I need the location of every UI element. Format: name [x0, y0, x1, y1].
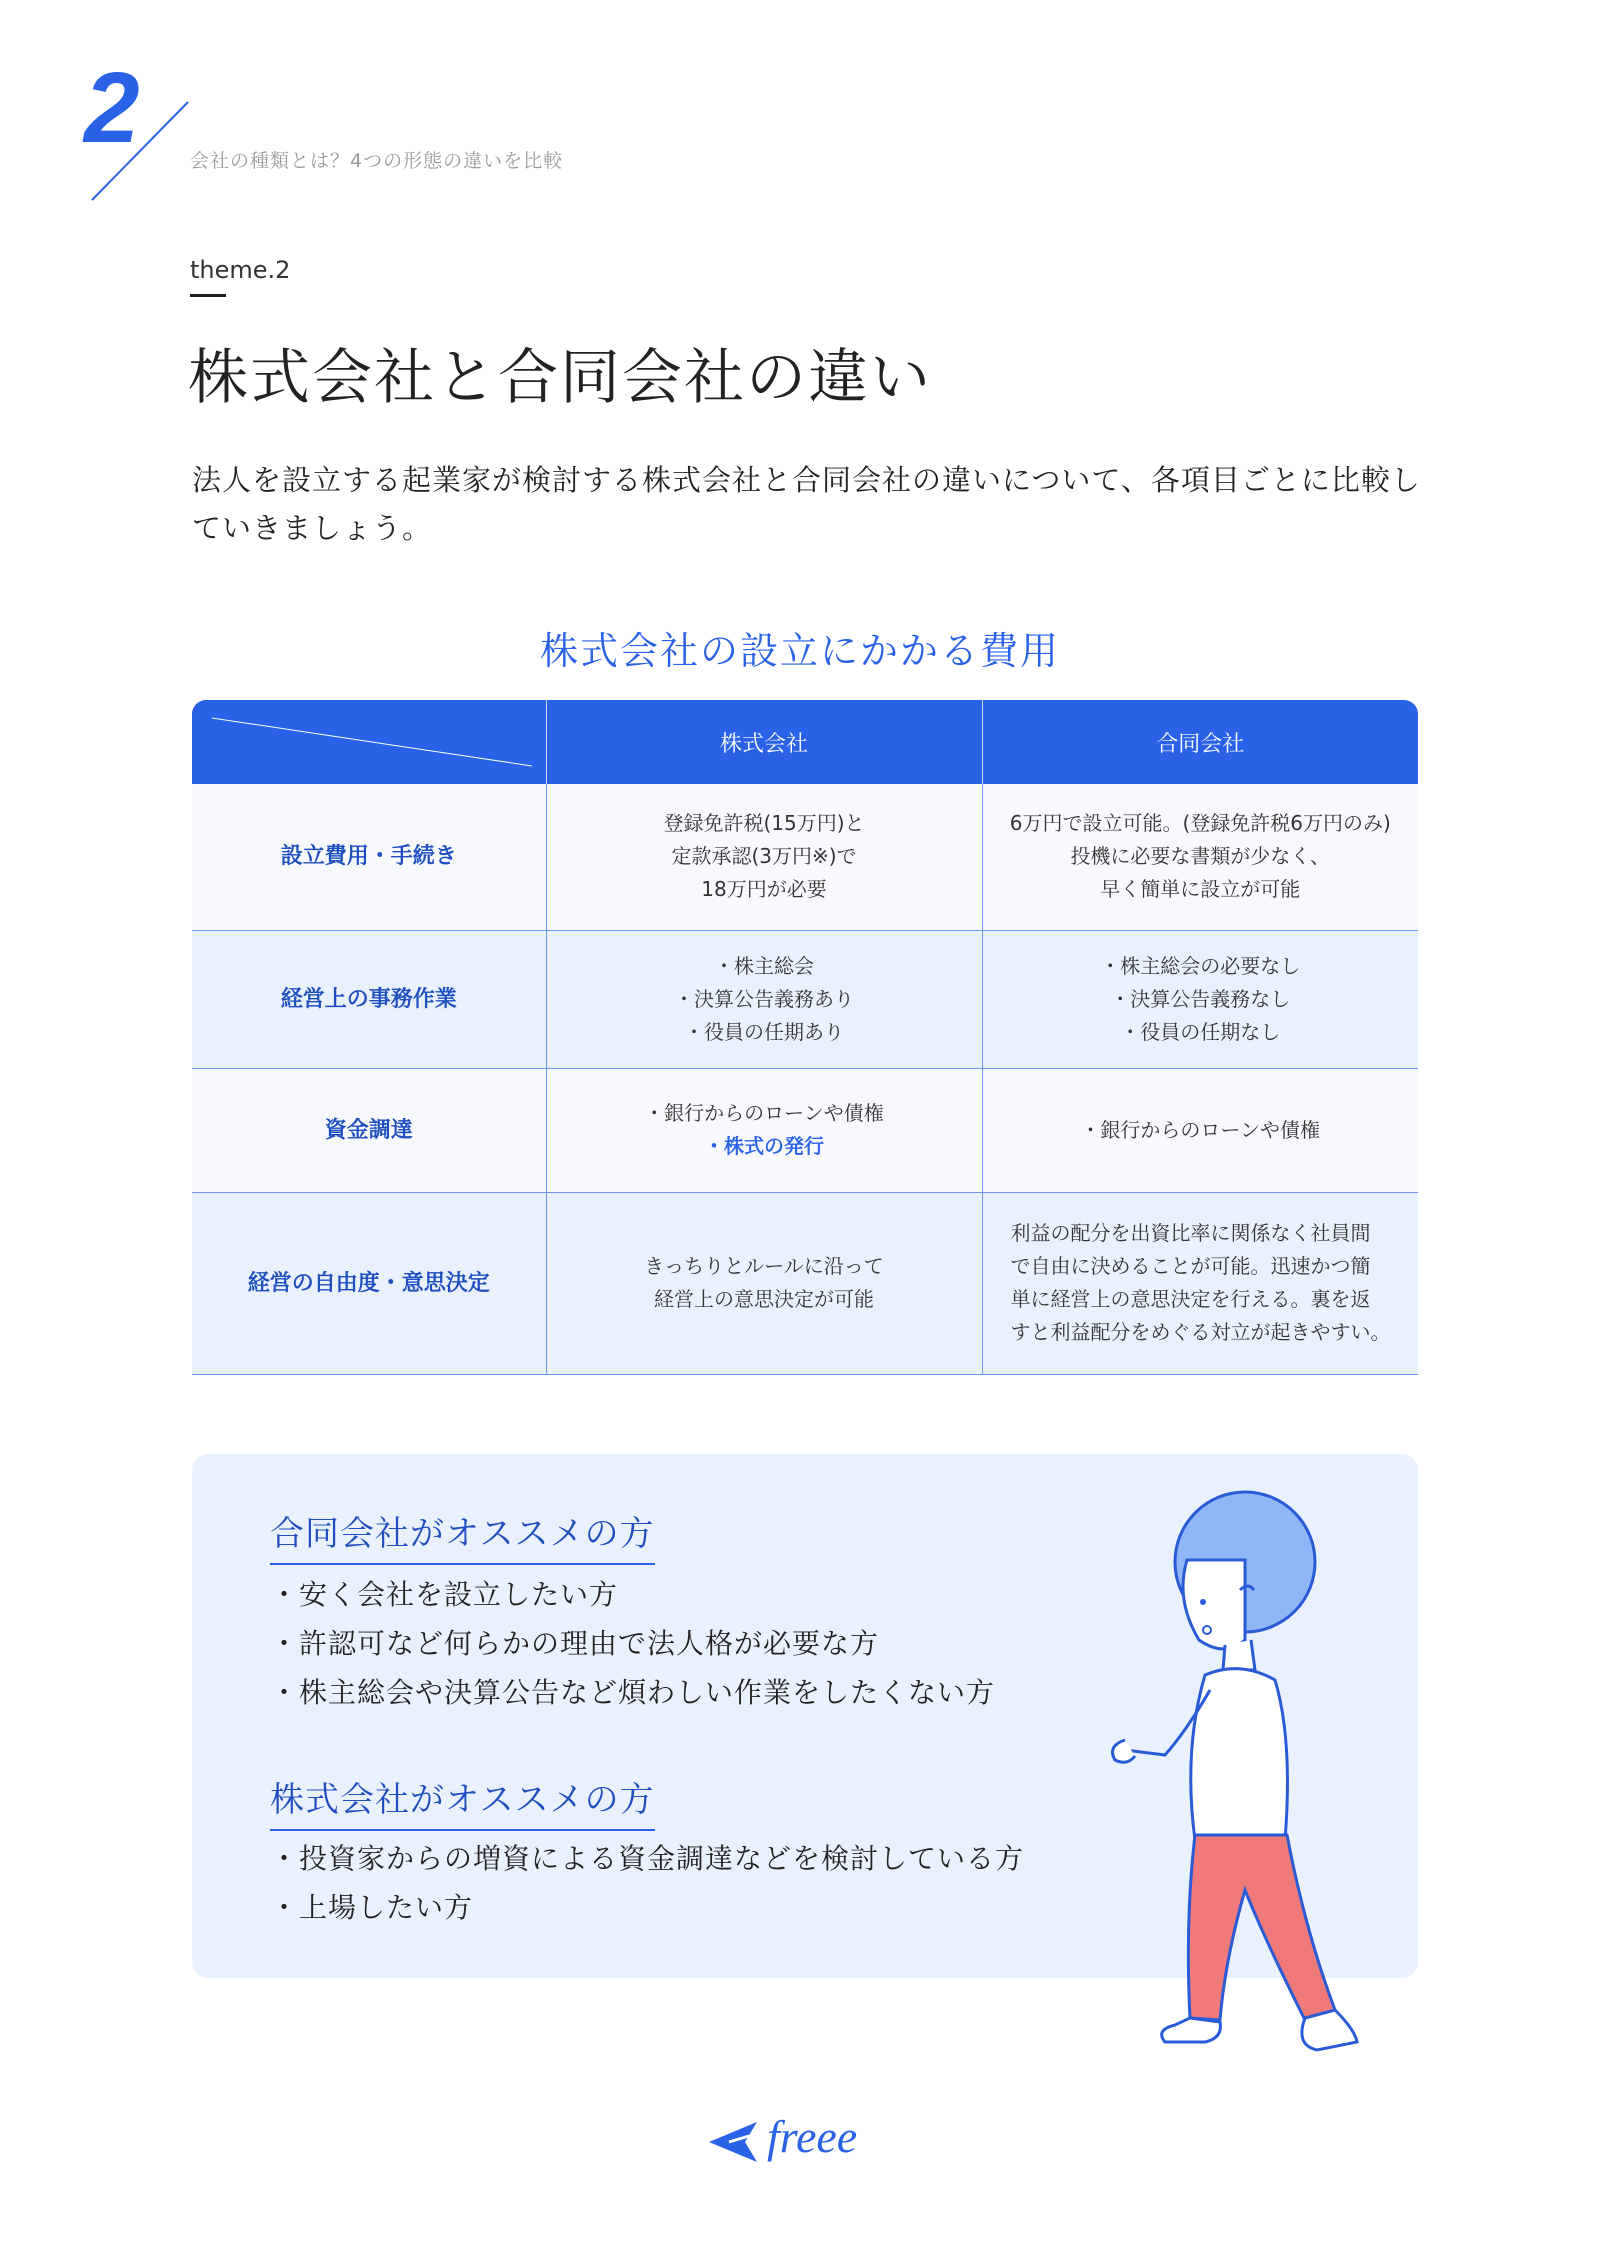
cell-line: ・役員の任期あり: [684, 1019, 844, 1044]
list-item: ・株主総会や決算公告など煩わしい作業をしたくない方: [270, 1676, 996, 1709]
freee-logo: [705, 2098, 905, 2178]
row-label: 経営上の事務作業: [192, 930, 546, 1068]
diagonal-line: [212, 716, 532, 768]
cell-line: すと利益配分をめぐる対立が起きやすい。: [1010, 1320, 1391, 1344]
table-cell-goudou: [982, 1192, 1418, 1374]
cell-line: ・銀行からのローンや債権: [1080, 1117, 1321, 1142]
table-cell-goudou: [982, 784, 1418, 930]
theme-divider: [190, 294, 226, 297]
table-cell-kabushiki: [546, 1192, 982, 1374]
row-label: 経営の自由度・意思決定: [192, 1192, 546, 1374]
cell-line: 利益の配分を出資比率に関係なく社員間: [1010, 1221, 1371, 1245]
theme-label: theme.2: [190, 256, 291, 284]
list-item: ・投資家からの増資による資金調達などを検討している方: [270, 1842, 1025, 1875]
cell-line: ・役員の任期なし: [1120, 1019, 1281, 1044]
table-cell-kabushiki: [546, 930, 982, 1068]
column-header-kabushiki: 株式会社: [546, 700, 982, 784]
column-header-goudou: 合同会社: [982, 700, 1418, 784]
table-row: [192, 1192, 1418, 1374]
chapter-number: 2: [84, 60, 140, 164]
cell-line: で自由に決めることが可能。迅速かつ簡: [1010, 1254, 1371, 1278]
cell-line: ・株主総会: [714, 953, 814, 978]
walking-person-illustration: [1095, 1490, 1385, 2070]
chapter-number-graphic: [80, 60, 200, 210]
cell-line: 18万円が必要: [701, 877, 827, 902]
table-cell-goudou: [982, 1068, 1418, 1192]
cell-line: 投機に必要な書類が少なく、: [1070, 844, 1331, 869]
table-cell-kabushiki: [546, 1068, 982, 1192]
table-row: [192, 1068, 1418, 1192]
cell-line: 早く簡単に設立が可能: [1100, 877, 1301, 902]
table-corner-cell: [192, 700, 546, 784]
list-item: ・安く会社を設立したい方: [270, 1578, 619, 1611]
cell-line: ・株主総会の必要なし: [1100, 953, 1301, 978]
cell-line: ・銀行からのローンや債権: [644, 1101, 884, 1125]
cell-line: 単に経営上の意思決定を行える。裏を返: [1010, 1287, 1371, 1311]
list-item: ・上場したい方: [270, 1891, 474, 1924]
table-header-row: [192, 700, 1418, 784]
list-item: ・許認可など何らかの理由で法人格が必要な方: [270, 1627, 880, 1660]
kabushiki-recommend-heading: 株式会社がオススメの方: [270, 1772, 655, 1831]
cell-line: 登録免許税(15万円)と: [663, 811, 865, 836]
kabushiki-recommend-list: [270, 1834, 1024, 1932]
table-title: 株式会社の設立にかかる費用: [539, 629, 1060, 673]
comparison-table: [192, 700, 1418, 1375]
cell-line: ・決算公告義務なし: [1110, 986, 1291, 1011]
chapter-subtitle: 会社の種類とは？4つの形態の違いを比較: [190, 150, 564, 172]
table-cell-goudou: [982, 930, 1418, 1068]
logo-text: freee: [767, 2111, 858, 2162]
cell-line: きっちりとルールに沿って: [644, 1254, 884, 1278]
cell-line: 定款承認(3万円※)で: [671, 844, 857, 869]
table-row: [192, 784, 1418, 930]
table-row: [192, 930, 1418, 1068]
cell-line: 経営上の意思決定が可能: [654, 1287, 874, 1311]
row-label: 資金調達: [192, 1068, 546, 1192]
table-cell-kabushiki: [546, 784, 982, 930]
cell-line: ・決算公告義務あり: [674, 986, 854, 1011]
page-title: 株式会社と合同会社の違い: [188, 343, 932, 413]
goudou-recommend-heading: 合同会社がオススメの方: [270, 1506, 655, 1565]
cell-line: 6万円で設立可能。(登録免許税6万円のみ): [1009, 811, 1391, 836]
cell-line-highlight: ・株式の発行: [704, 1134, 824, 1158]
row-label: 設立費用・手続き: [192, 784, 546, 930]
goudou-recommend-list: [270, 1570, 995, 1717]
intro-text: 法人を設立する起業家が検討する株式会社と合同会社の違いについて、各項目ごとに比較していきましょう。: [192, 463, 1421, 545]
